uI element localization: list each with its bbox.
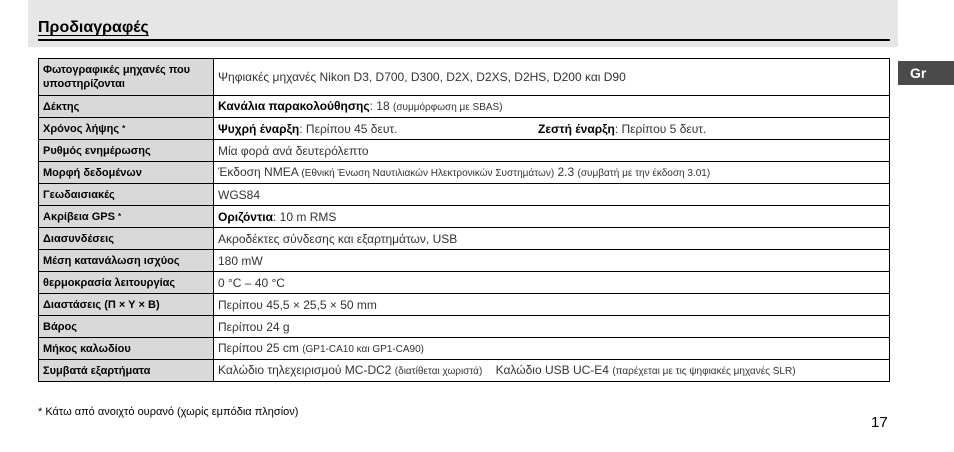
value-note: (GP1-CA10 και GP1-CA90) <box>302 343 425 355</box>
row-label: θερμοκρασία λειτουργίας <box>39 272 214 294</box>
value-note: (διατίθεται χωριστά) <box>394 365 483 377</box>
row-label: Φωτογραφικές μηχανές που υποστηρίζονται <box>39 59 214 96</box>
row-value <box>214 360 890 382</box>
value-emphasis: Ζεστή έναρξη <box>538 121 615 136</box>
table-row <box>39 118 890 140</box>
row-label <box>39 206 214 228</box>
value-text: : Περίπου 5 δευτ. <box>614 121 707 136</box>
value-note: (συμβατή με την έκδοση 3.01) <box>577 167 711 179</box>
specifications-table <box>38 58 890 382</box>
label-text: Χρόνος λήψης <box>43 122 120 135</box>
row-label: Διαστάσεις (Π × Υ × Β) <box>39 294 214 316</box>
page-number: 17 <box>871 414 888 431</box>
value-text: Έκδοση NMEA <box>218 164 302 179</box>
value-note: (συμμόρφωση με SBAS) <box>393 101 503 113</box>
value-text: : 10 m RMS <box>273 209 337 224</box>
value-text: Καλώδιο τηλεχειρισμού MC-DC2 <box>218 362 395 377</box>
value-note: (Εθνική Ένωση Ναυτιλιακών Ηλεκτρονικών Συστημάτων) <box>301 167 555 179</box>
value-text: : Περίπου 45 δευτ. <box>299 121 398 136</box>
value-text: Καλώδιο USB UC-E4 <box>495 362 613 377</box>
table-row <box>39 272 890 294</box>
value-emphasis: Ψυχρή έναρξη <box>218 121 300 136</box>
language-tab: Gr <box>898 61 954 85</box>
table-row <box>39 206 890 228</box>
page-title: Προδιαγραφές <box>38 19 149 36</box>
row-value: Ψηφιακές μηχανές Nikon D3, D700, D300, D2X, D2XS, D2HS, D200 και D90 <box>214 59 890 96</box>
value-text: 2.3 <box>554 164 578 179</box>
value-second-column <box>538 122 706 136</box>
row-label: Μέση κατανάλωση ισχύος <box>39 250 214 272</box>
row-label: Συμβατά εξαρτήματα <box>39 360 214 382</box>
value-text: : 18 <box>369 98 393 113</box>
row-value: Περίπου 24 g <box>214 316 890 338</box>
value-text: Περίπου 25 cm <box>218 340 303 355</box>
row-value: Ακροδέκτες σύνδεσης και εξαρτημάτων, USB <box>214 228 890 250</box>
row-value <box>214 162 890 184</box>
row-label: Γεωδαισιακές <box>39 184 214 206</box>
footnote: * Κάτω από ανοιχτό ουρανό (χωρίς εμπόδια πλησίον) <box>38 406 299 418</box>
row-value: WGS84 <box>214 184 890 206</box>
row-value <box>214 338 890 360</box>
table-row <box>39 316 890 338</box>
table-row <box>39 338 890 360</box>
label-text: Ακρίβεια GPS <box>43 210 115 223</box>
table-row <box>39 96 890 118</box>
row-label: Διασυνδέσεις <box>39 228 214 250</box>
value-emphasis: Κανάλια παρακολούθησης <box>218 98 370 113</box>
value-note: (παρέχεται με τις ψηφιακές μηχανές SLR) <box>612 365 796 377</box>
row-label: Δέκτης <box>39 96 214 118</box>
table-row <box>39 162 890 184</box>
footnote-mark: * <box>122 123 126 133</box>
footnote-mark: * <box>118 211 122 221</box>
row-value: 180 mW <box>214 250 890 272</box>
row-label <box>39 118 214 140</box>
row-value: 0 °C – 40 °C <box>214 272 890 294</box>
table-row <box>39 360 890 382</box>
table-row <box>39 228 890 250</box>
table-row <box>39 250 890 272</box>
row-value <box>214 96 890 118</box>
table-row <box>39 294 890 316</box>
row-label: Μήκος καλωδίου <box>39 338 214 360</box>
title-divider <box>38 39 890 41</box>
row-label: Μορφή δεδομένων <box>39 162 214 184</box>
row-value: Μία φορά ανά δευτερόλεπτο <box>214 140 890 162</box>
value-emphasis: Οριζόντια <box>218 209 274 224</box>
row-label: Βάρος <box>39 316 214 338</box>
table-row <box>39 184 890 206</box>
table-row <box>39 140 890 162</box>
table-row <box>39 59 890 96</box>
row-value: Περίπου 45,5 × 25,5 × 50 mm <box>214 294 890 316</box>
row-label: Ρυθμός ενημέρωσης <box>39 140 214 162</box>
row-value <box>214 206 890 228</box>
row-value <box>214 118 890 140</box>
